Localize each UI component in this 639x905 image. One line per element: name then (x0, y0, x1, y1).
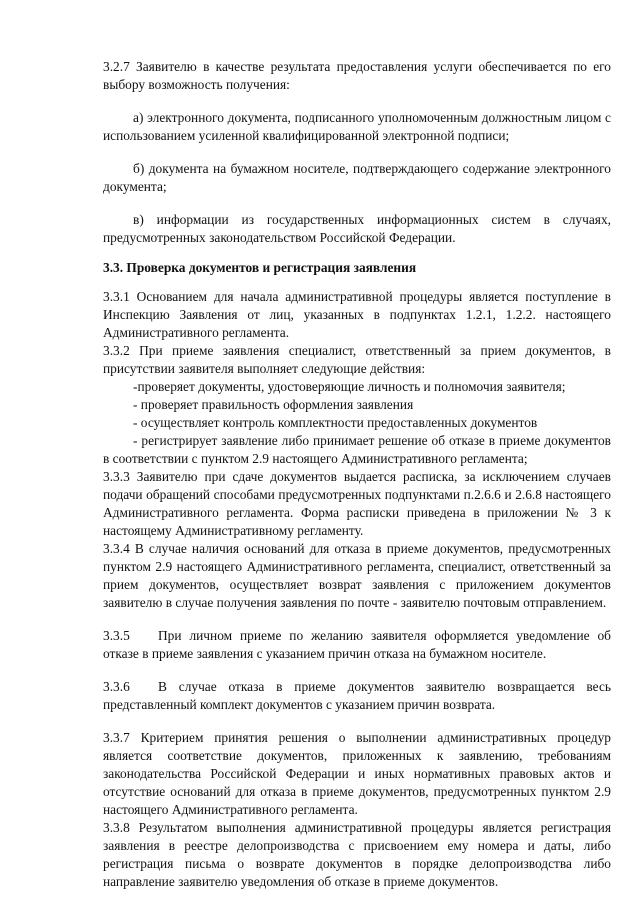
paragraph-3-3-5 (103, 627, 611, 663)
paragraph-3-2-7: 3.2.7 Заявителю в качестве результата предоставления услуги обеспечивается по его выбору возможность получения: (103, 59, 611, 92)
list-item: - регистрирует заявление либо принимает решение об отказе в приеме документов в соответствии с пунктом 2.9 настоящего Административного регламента; (103, 433, 611, 466)
list-item: - осуществляет контроль комплектности предоставленных документов (133, 415, 538, 430)
paragraph-3-3-7: 3.3.7 Критерием принятия решения о выполнении административных процедур является соответствие документов, приложенных к заявлению, требованиям законодательства Российской Федерации и иных нормативных правовых актов и отсутствие оснований для отказа в приеме документов, предусмотренных пунктом 2.9 настоящего Административного регламента. (103, 730, 611, 817)
paragraph-3-2-7-b: б) документа на бумажном носителе, подтверждающего содержание электронного документа; (103, 161, 611, 194)
paragraph-3-2-7-a: а) электронного документа, подписанного уполномоченным должностным лицом с использованием усиленной квалифицированной электронной подписи; (103, 110, 611, 143)
paragraph-3-2-7-c: в) информации из государственных информационных систем в случаях, предусмотренных законодательством Российской Федерации. (103, 212, 611, 245)
paragraph-3-3-8: 3.3.8 Результатом выполнения административной процедуры является регистрация заявления в реестре делопроизводства с присвоением ему номера и даты, либо регистрация письма о возврате документов в порядке делопроизводства либо направление заявителю уведомления об отказе в приеме документов. (103, 820, 611, 889)
paragraph-3-3-2: 3.3.2 При приеме заявления специалист, ответственный за прием документов, в присутствии заявителя выполняет следующие действия: (103, 343, 611, 376)
paragraph-3-3-4: 3.3.4 В случае наличия оснований для отказа в приеме документов, предусмотренных пунктом 2.9 настоящего Административного регламента, специалист, ответственный за прием документов, осуществляет возврат заявления с приложением документов заявителю в случае получения заявления по почте - заявителю почтовым отправлением. (103, 541, 611, 610)
paragraph-3-3-6 (103, 678, 611, 714)
paragraph-text: В случае отказа в приеме документов заявителю возвращается весь представленный комплект документов с указанием причин возврата. (103, 679, 611, 712)
list-item: -проверяет документы, удостоверяющие личность и полномочия заявителя; (133, 379, 566, 394)
section-heading-3-3: 3.3. Проверка документов и регистрация заявления (103, 260, 417, 275)
paragraph-text: При личном приеме по желанию заявителя оформляется уведомление об отказе в приеме заявления с указанием причин отказа на бумажном носителе. (103, 628, 611, 661)
paragraph-number: 3.3.6 (103, 679, 130, 694)
list-item: - проверяет правильность оформления заявления (133, 397, 414, 412)
paragraph-3-3-3: 3.3.3 Заявителю при сдаче документов выдается расписка, за исключением случаев подачи обращений способами предусмотренных подпунктами п.2.6.6 и 2.6.8 настоящего Административного регламента. Форма расписки приведена в приложении № 3 к настоящему Административному регламенту. (103, 469, 611, 538)
paragraph-number: 3.3.5 (103, 628, 130, 643)
document-page (103, 58, 611, 891)
paragraph-3-3-1: 3.3.1 Основанием для начала административной процедуры является поступление в Инспекцию Заявления от лиц, указанных в подпунктах 1.2.1, 1.2.2. настоящего Административного регламента. (103, 289, 611, 340)
